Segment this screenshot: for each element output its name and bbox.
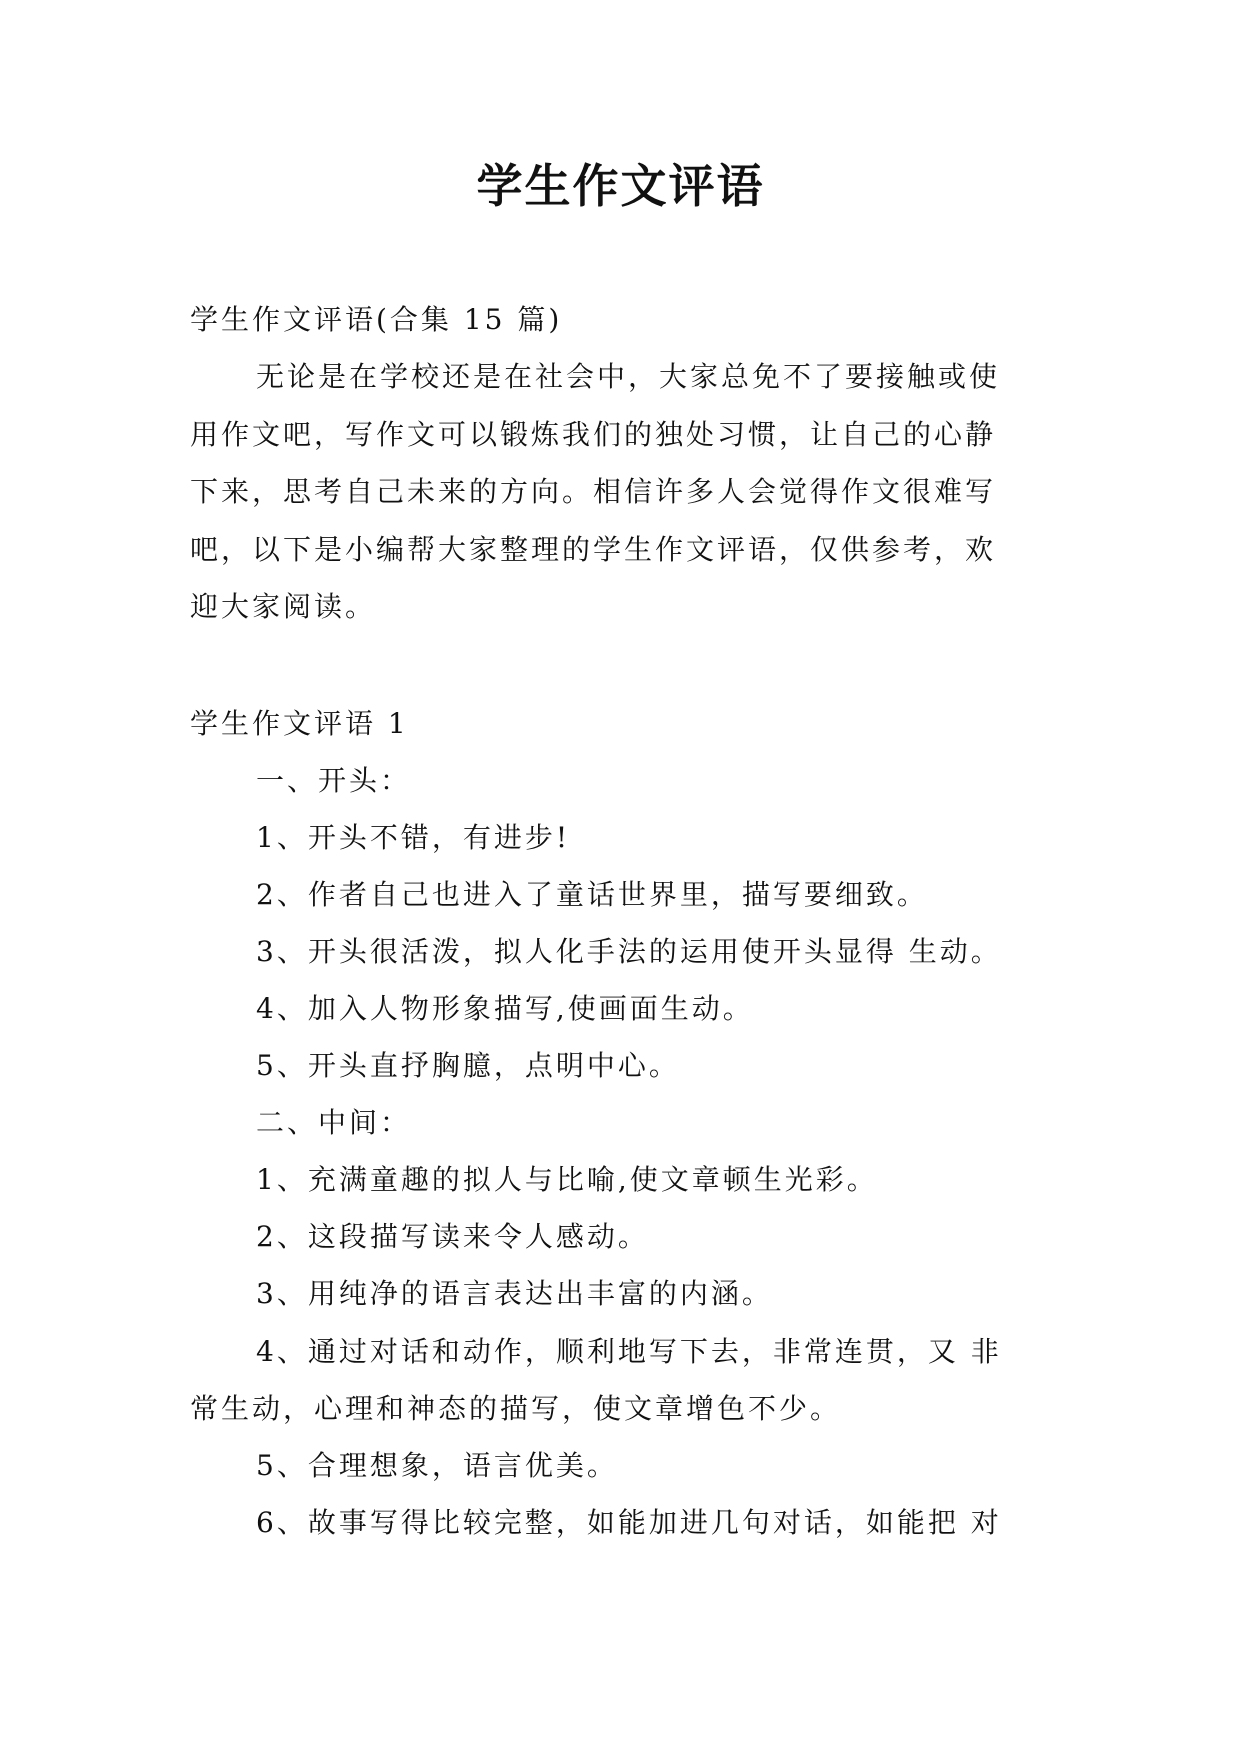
list-item: 2、作者自己也进入了童话世界里，描写要细致。 [256,878,928,911]
intro-line: 迎大家阅读。 [190,590,377,623]
list-item: 6、故事写得比较完整，如能加进几句对话，如能把 对 [256,1506,1002,1539]
part-heading: 二、中间： [256,1106,412,1139]
list-item: 3、开头很活泼，拟人化手法的运用使开头显得 生动。 [256,935,1002,968]
list-item: 5、开头直抒胸臆，点明中心。 [256,1049,680,1082]
intro-line: 下来，思考自己未来的方向。相信许多人会觉得作文很难写 [190,475,997,508]
list-item: 1、开头不错，有进步! [256,821,571,854]
list-item-continuation: 常生动，心理和神态的描写，使文章增色不少。 [190,1392,842,1425]
list-item: 1、充满童趣的拟人与比喻,使文章顿生光彩。 [256,1163,878,1196]
document-title: 学生作文评语 [476,159,765,213]
list-item: 3、用纯净的语言表达出丰富的内涵。 [256,1277,773,1310]
list-item: 4、通过对话和动作，顺利地写下去，非常连贯，又 非 [256,1335,1002,1368]
list-item: 5、合理想象，语言优美。 [256,1449,618,1482]
intro-line: 用作文吧，写作文可以锻炼我们的独处习惯，让自己的心静 [190,418,997,451]
part-heading: 一、开头： [256,764,412,797]
list-item: 2、这段描写读来令人感动。 [256,1220,649,1253]
intro-line: 无论是在学校还是在社会中，大家总免不了要接触或使 [256,360,1001,393]
intro-line: 吧，以下是小编帮大家整理的学生作文评语，仅供参考，欢 [190,533,997,566]
section-heading: 学生作文评语 1 [190,707,409,740]
document-subtitle: 学生作文评语(合集 15 篇) [190,303,563,336]
list-item: 4、加入人物形象描写,使画面生动。 [256,992,754,1025]
